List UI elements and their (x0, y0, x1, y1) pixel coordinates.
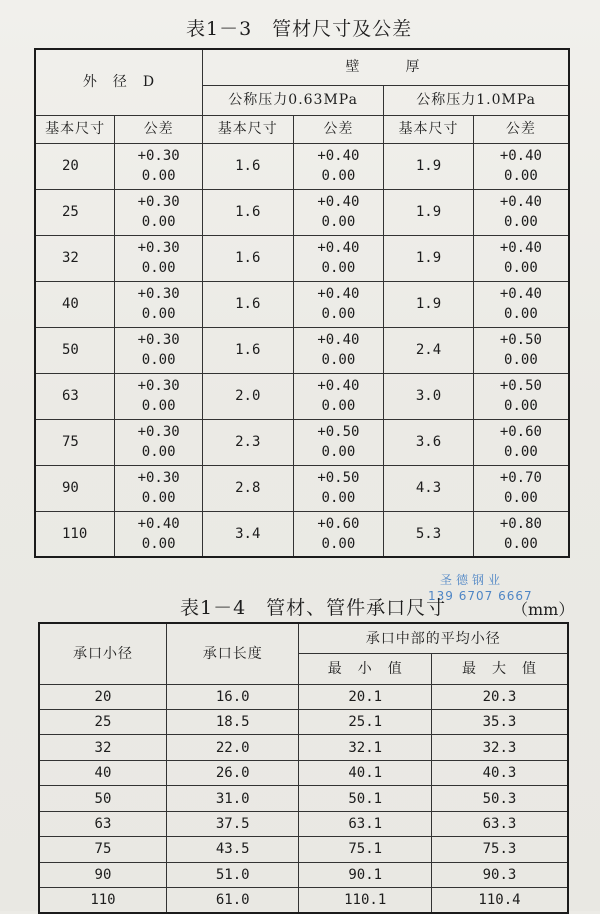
socket-length-header: 承口长度 (166, 623, 298, 684)
tolerance-upper: +0.40 (137, 515, 180, 532)
od-basic-size: 40 (35, 281, 115, 327)
tolerance-lower: 0.00 (141, 444, 176, 460)
tolerance-upper: +0.40 (317, 194, 360, 210)
tolerance-lower: 0.00 (141, 214, 176, 230)
t2-basic-size: 1.9 (384, 281, 474, 327)
od-basic-size: 110 (35, 511, 115, 557)
tolerance-lower: 0.00 (321, 214, 356, 230)
od-tolerance (115, 327, 203, 373)
table-row (35, 327, 569, 373)
socket-min-dia: 50 (39, 786, 166, 811)
t2-basic-size: 5.3 (384, 511, 474, 557)
t2-tolerance (473, 189, 569, 235)
socket-min-dia: 90 (39, 862, 166, 887)
tolerance-lower: 0.00 (504, 352, 538, 368)
mid-avg-max: 90.3 (431, 862, 568, 887)
t1-tolerance (293, 281, 384, 327)
socket-length: 18.5 (166, 709, 298, 734)
t2-tolerance (473, 419, 569, 465)
min-value-header: 最 小 值 (299, 654, 432, 685)
tolerance-lower: 0.00 (141, 260, 176, 276)
t2-tolerance (473, 373, 569, 419)
table-row (39, 735, 568, 760)
tolerance-upper: +0.40 (499, 286, 542, 302)
t1-basic-size: 2.0 (203, 373, 294, 419)
od-basic-size-header: 基本尺寸 (35, 115, 115, 143)
od-tolerance (115, 189, 203, 235)
t1-tolerance-header: 公差 (293, 115, 384, 143)
t1-tolerance (293, 419, 384, 465)
t1-tolerance (293, 511, 384, 557)
tolerance-lower: 0.00 (504, 168, 538, 184)
t1-basic-size: 1.6 (203, 143, 294, 189)
t2-basic-size-header: 基本尺寸 (384, 115, 474, 143)
t1-tolerance (293, 189, 384, 235)
tolerance-lower: 0.00 (321, 306, 356, 322)
tolerance-upper: +0.40 (317, 332, 360, 348)
t1-basic-size: 1.6 (203, 327, 294, 373)
socket-min-dia: 110 (39, 888, 166, 913)
socket-size-table (38, 622, 569, 914)
socket-min-dia: 32 (39, 735, 166, 760)
tolerance-upper: +0.70 (499, 470, 542, 486)
mid-avg-max: 35.3 (431, 709, 568, 734)
od-basic-size: 25 (35, 189, 115, 235)
t2-tolerance (473, 143, 569, 189)
tolerance-upper: +0.50 (317, 424, 360, 440)
socket-length: 51.0 (166, 862, 298, 887)
table-row (35, 189, 569, 235)
wall-thickness-header: 壁 厚 (203, 49, 570, 85)
socket-min-dia: 63 (39, 811, 166, 836)
tolerance-upper: +0.30 (137, 332, 180, 348)
socket-min-dia: 20 (39, 684, 166, 709)
tolerance-upper: +0.50 (499, 332, 542, 348)
tolerance-lower: 0.00 (321, 398, 356, 414)
tolerance-lower: 0.00 (141, 352, 176, 368)
tolerance-lower: 0.00 (321, 260, 356, 276)
table-row (39, 684, 568, 709)
t1-basic-size: 2.3 (203, 419, 294, 465)
table-row (35, 281, 569, 327)
watermark-company: 圣德钢业 (440, 573, 505, 587)
mid-avg-max: 75.3 (431, 837, 568, 862)
table-row (39, 837, 568, 862)
tolerance-upper: +0.60 (317, 515, 360, 532)
mid-avg-min: 32.1 (299, 735, 432, 760)
socket-length: 16.0 (166, 684, 298, 709)
table-row (39, 862, 568, 887)
outer-diameter-header: 外 径 D (35, 49, 203, 115)
od-tolerance (115, 465, 203, 511)
tolerance-lower: 0.00 (141, 306, 176, 322)
tolerance-upper: +0.40 (499, 148, 542, 164)
t2-tolerance-header: 公差 (473, 115, 569, 143)
t2-basic-size: 1.9 (384, 235, 474, 281)
table-1-4-unit: （mm） (512, 600, 575, 619)
table-row (35, 511, 569, 557)
tolerance-upper: +0.40 (317, 240, 360, 256)
t2-tolerance (473, 511, 569, 557)
tolerance-upper: +0.40 (317, 378, 360, 394)
table-row (39, 760, 568, 785)
tolerance-lower: 0.00 (141, 490, 176, 506)
t1-tolerance (293, 373, 384, 419)
mid-avg-min: 25.1 (299, 709, 432, 734)
tolerance-upper: +0.30 (137, 424, 180, 440)
tolerance-lower: 0.00 (141, 535, 176, 552)
tolerance-lower: 0.00 (321, 535, 356, 552)
t2-basic-size: 3.6 (384, 419, 474, 465)
socket-min-dia-header: 承口小径 (39, 623, 166, 684)
socket-length: 31.0 (166, 786, 298, 811)
mid-avg-min: 110.1 (299, 888, 432, 913)
socket-length: 43.5 (166, 837, 298, 862)
t1-basic-size: 1.6 (203, 281, 294, 327)
tolerance-upper: +0.50 (317, 470, 360, 486)
t1-tolerance (293, 465, 384, 511)
od-tolerance (115, 373, 203, 419)
t1-basic-size-header: 基本尺寸 (203, 115, 294, 143)
tolerance-upper: +0.80 (499, 515, 542, 532)
tolerance-upper: +0.30 (137, 194, 180, 210)
tolerance-lower: 0.00 (141, 398, 176, 414)
tolerance-lower: 0.00 (321, 352, 356, 368)
tolerance-lower: 0.00 (504, 535, 538, 552)
t2-tolerance (473, 281, 569, 327)
table-row (35, 235, 569, 281)
mid-avg-max: 110.4 (431, 888, 568, 913)
socket-min-dia: 25 (39, 709, 166, 734)
od-basic-size: 20 (35, 143, 115, 189)
t1-basic-size: 2.8 (203, 465, 294, 511)
od-tolerance (115, 235, 203, 281)
od-tolerance (115, 143, 203, 189)
mid-avg-max: 32.3 (431, 735, 568, 760)
table-row (39, 786, 568, 811)
mid-avg-min: 50.1 (299, 786, 432, 811)
table-row (35, 373, 569, 419)
table-row (39, 888, 568, 913)
pressure-0-63-header: 公称压力0.63MPa (203, 85, 384, 115)
t2-basic-size: 4.3 (384, 465, 474, 511)
t1-tolerance (293, 327, 384, 373)
od-basic-size: 50 (35, 327, 115, 373)
table-1-3-title: 表1－3 管材尺寸及公差 (186, 18, 413, 40)
tolerance-upper: +0.30 (137, 148, 180, 164)
pressure-1-0-header: 公称压力1.0MPa (384, 85, 569, 115)
tolerance-upper: +0.30 (137, 240, 180, 256)
table-1-4-title: 表1－4 管材、管件承口尺寸 (180, 597, 447, 619)
tolerance-upper: +0.30 (137, 378, 180, 394)
socket-min-dia: 40 (39, 760, 166, 785)
od-tolerance (115, 511, 203, 557)
od-basic-size: 32 (35, 235, 115, 281)
socket-length: 37.5 (166, 811, 298, 836)
tolerance-lower: 0.00 (321, 444, 356, 460)
mid-avg-max: 40.3 (431, 760, 568, 785)
t1-tolerance (293, 235, 384, 281)
tolerance-lower: 0.00 (504, 444, 538, 460)
socket-min-dia: 75 (39, 837, 166, 862)
t2-basic-size: 2.4 (384, 327, 474, 373)
tolerance-lower: 0.00 (504, 398, 538, 414)
t2-basic-size: 3.0 (384, 373, 474, 419)
socket-length: 22.0 (166, 735, 298, 760)
table-row (39, 709, 568, 734)
t2-basic-size: 1.9 (384, 189, 474, 235)
mid-avg-max: 63.3 (431, 811, 568, 836)
mid-avg-min: 20.1 (299, 684, 432, 709)
od-basic-size: 75 (35, 419, 115, 465)
table-row (35, 465, 569, 511)
od-tolerance (115, 419, 203, 465)
pipe-size-tolerance-table (34, 48, 570, 558)
socket-length: 61.0 (166, 888, 298, 913)
tolerance-lower: 0.00 (141, 168, 176, 184)
tolerance-upper: +0.30 (137, 286, 180, 302)
mid-avg-min: 40.1 (299, 760, 432, 785)
table-row (39, 811, 568, 836)
tolerance-lower: 0.00 (504, 490, 538, 506)
tolerance-lower: 0.00 (504, 214, 538, 230)
t2-tolerance (473, 327, 569, 373)
watermark-phone: 139 6707 6667 (428, 589, 533, 603)
t2-tolerance (473, 465, 569, 511)
tolerance-lower: 0.00 (504, 260, 538, 276)
t2-basic-size: 1.9 (384, 143, 474, 189)
tolerance-upper: +0.40 (499, 194, 542, 210)
max-value-header: 最 大 值 (431, 654, 568, 685)
table-row (35, 143, 569, 189)
t2-tolerance (473, 235, 569, 281)
tolerance-lower: 0.00 (321, 490, 356, 506)
mid-avg-min: 90.1 (299, 862, 432, 887)
od-tolerance-header: 公差 (115, 115, 203, 143)
mid-avg-min: 63.1 (299, 811, 432, 836)
tolerance-lower: 0.00 (504, 306, 538, 322)
t1-tolerance (293, 143, 384, 189)
tolerance-upper: +0.60 (499, 424, 542, 440)
tolerance-upper: +0.30 (137, 470, 180, 486)
tolerance-upper: +0.40 (499, 240, 542, 256)
t1-basic-size: 1.6 (203, 235, 294, 281)
tolerance-lower: 0.00 (321, 168, 356, 184)
socket-mid-avg-header: 承口中部的平均小径 (299, 623, 568, 654)
mid-avg-max: 50.3 (431, 786, 568, 811)
tolerance-upper: +0.50 (499, 378, 542, 394)
table-row (35, 419, 569, 465)
t1-basic-size: 3.4 (203, 511, 294, 557)
t1-basic-size: 1.6 (203, 189, 294, 235)
od-basic-size: 63 (35, 373, 115, 419)
tolerance-upper: +0.40 (317, 286, 360, 302)
mid-avg-min: 75.1 (299, 837, 432, 862)
od-tolerance (115, 281, 203, 327)
tolerance-upper: +0.40 (317, 148, 360, 164)
mid-avg-max: 20.3 (431, 684, 568, 709)
socket-length: 26.0 (166, 760, 298, 785)
od-basic-size: 90 (35, 465, 115, 511)
